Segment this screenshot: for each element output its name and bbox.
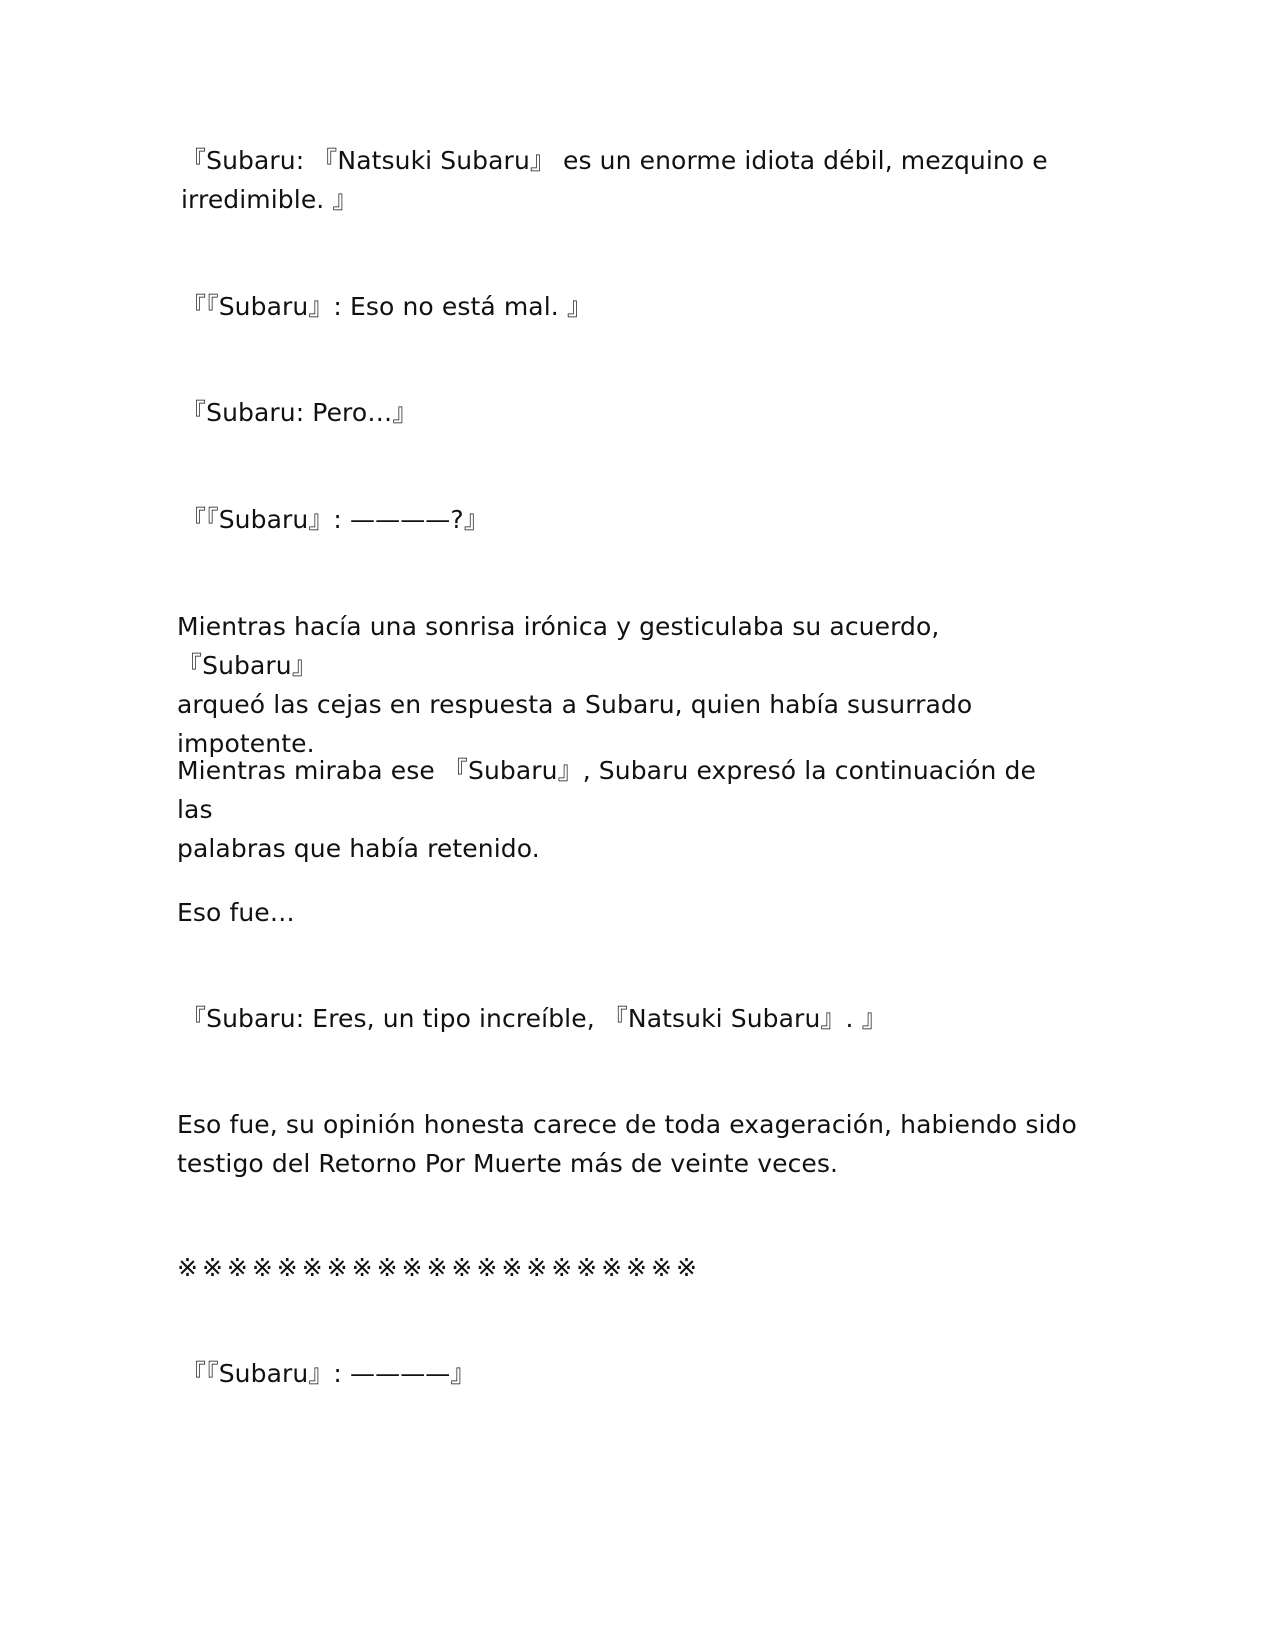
paragraph-7	[177, 893, 1077, 932]
paragraph-3	[181, 393, 1081, 432]
line: Eso fue…	[177, 898, 295, 927]
paragraph-8	[181, 999, 1081, 1038]
line: 『『Subaru』: ————』	[181, 1359, 476, 1388]
line: 『Subaru: Pero…』	[181, 398, 418, 427]
scene-separator: ※※※※※※※※※※※※※※※※※※※※※	[177, 1253, 701, 1282]
line: Mientras miraba ese 『Subaru』, Subaru expresó la continuación de las	[177, 756, 1036, 824]
line: 『Subaru: 『Natsuki Subaru』 es un enorme idiota débil, mezquino e	[181, 146, 1048, 175]
paragraph-5	[177, 607, 1077, 763]
paragraph-11	[181, 1354, 1081, 1393]
line: palabras que había retenido.	[177, 834, 540, 863]
paragraph-4	[181, 500, 1081, 539]
paragraph-1	[181, 141, 1081, 219]
line: arqueó las cejas en respuesta a Subaru, quien había susurrado impotente.	[177, 690, 973, 758]
paragraph-9	[177, 1105, 1077, 1183]
paragraph-6	[177, 751, 1077, 868]
paragraph-2	[181, 287, 1081, 326]
line: 『『Subaru』: Eso no está mal. 』	[181, 292, 592, 321]
line: irredimible. 』	[181, 185, 358, 214]
line: 『『Subaru』: ————?』	[181, 505, 489, 534]
line: Mientras hacía una sonrisa irónica y gesticulaba su acuerdo, 『Subaru』	[177, 612, 940, 680]
line: Eso fue, su opinión honesta carece de toda exageración, habiendo sido	[177, 1110, 1077, 1139]
line: testigo del Retorno Por Muerte más de veinte veces.	[177, 1149, 839, 1178]
line: 『Subaru: Eres, un tipo increíble, 『Natsuki Subaru』. 』	[181, 1004, 887, 1033]
